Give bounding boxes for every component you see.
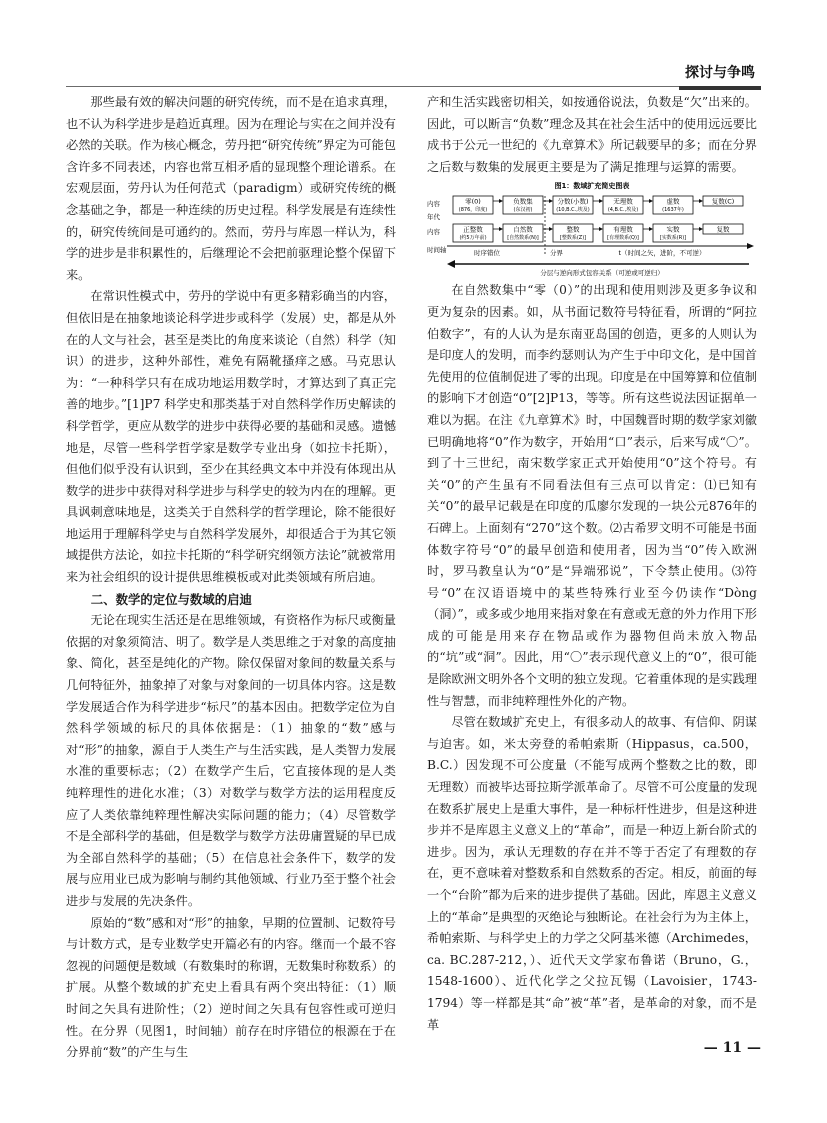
bottom-box-label-3: 有理数 [613, 225, 633, 234]
bottom-connector-head-4 [699, 227, 703, 231]
bottom-row [453, 224, 743, 242]
page-number: — 11 — [703, 1040, 761, 1056]
left-paragraph-1: 那些最有效的解决问题的研究传统，而不是在追求真理，也不认为科学进步是趋近真理。因为在理论与实在之间并没有必然的关联。作为核心概念，劳丹把“研究传统”界定为可能包含许多不同表述，内容也常互相矛盾的显现整个理论谱系。在宏观层面，劳丹认为任何范式（paradigm）或研究传统的概念基础之争，都是一种连续的历史过程。科学发展是有连续性的，研究传统间是可通约的。然而，劳丹与库恩一样认为，科学的进步是非积累性的，后继理论不会把前驱理论整个保留下来。 [66, 95, 396, 282]
axis-label-right: t（时间之矢，进阶，不可逆） [618, 249, 706, 258]
figure-title: 图1：数域扩充简史图表 [554, 182, 630, 191]
top-box-sub-2: (10,B.C.,埃及) [556, 207, 590, 214]
top-connector-head-0 [499, 199, 503, 203]
axis-label-divide: 分界 [550, 249, 563, 258]
top-box-label-3: 无理数 [613, 197, 633, 206]
figure-1 [427, 180, 757, 278]
left-paragraph-3: 无论在现实生活还是在思维领域，有资格作为标尺或衡量依据的对象须简洁、明了。数学是人类思维之于对象的高度抽象、简化，甚至是纯化的产物。除仅保留对象间的数量关系与几何特征外，抽象掉了对象与对象间的一切具体内容。这是数学发展适合作为科学进步“标尺”的基本因由。把数学定位为自然科学领域的标尺的具体依据是：（1）抽象的“数”感与对“形”的抽象，源自于人类生产与生活实践，是人类智力发展水准的重要标志；（2）在数学产生后，它直接体现的是人类纯粹理性的进化水准；（3）对数学与数学方法的运用程度反应了人类依靠纯粹理性解决实际问题的能力；（4）尽管数学不是全部科学的基础，但是数学与数学方法毋庸置疑的早已成为全部自然科学的基础；（5）在信息社会条件下，数学的发展与应用业已成为影响与制约其他领域、行业乃至于整个社会进步与发展的先决条件。 [66, 613, 396, 908]
top-connector-head-2 [599, 199, 603, 203]
top-box-label-1: 负数集 [513, 197, 533, 206]
axis-label-left: 时序错位 [474, 249, 500, 258]
inclusion-arrowhead [447, 260, 455, 268]
bottom-connector-head-3 [649, 227, 653, 231]
bottom-connector-head-2 [599, 227, 603, 231]
header-bar [679, 86, 761, 90]
top-box-label-0: 零(0) [465, 197, 481, 206]
top-box-sub-4: (1637年) [662, 207, 684, 214]
bottom-connector-head-1 [549, 227, 553, 231]
right-paragraph-1: 产和生活实践密切相关，如按通俗说法，负数是“欠”出来的。因此，可以断言“负数”理念及其在社会生活中的使用远远要比成书于公元一世纪的《九章算术》所记载要早的多；而在分界之后数与数集的发展更主要是为了满足推理与运算的需要。 [427, 95, 757, 174]
bottom-box-sub-4: [实数系(R)] [659, 235, 687, 242]
bottom-connector-head-0 [499, 227, 503, 231]
right-column [427, 92, 757, 1036]
bottom-box-label-2: 整数 [566, 225, 580, 234]
bottom-box-label-1: 自然数 [513, 225, 533, 234]
row-label-era: 年代 [427, 213, 440, 222]
top-row [453, 196, 743, 214]
row-label-timeline: 时间轴 [427, 246, 447, 255]
figure-1-diagram [427, 180, 757, 278]
left-paragraph-2: 在常识性模式中，劳丹的学说中有更多精彩确当的内容，但依旧是在抽象地谈论科学进步或科学（发展）史，都是从外在的人文与社会，甚至是类比的角度来谈论（自然）科学（知识）的进步，这种外部性，难免有隔靴搔痒之感。马克思认为：“一种科学只有在成功地运用数学时，才算达到了真正完善的地步。”[1]P7 科学史和那类基于对自然科学作历史解读的科学哲学，更应从数学的进步中获得必要的基础和灵感。遗憾地是，尽管一些科学哲学家是数学专业出身（如拉卡托斯），但他们似乎没有认识到，至少在其经典文本中并没有体现出从数学的进步中获得对科学进步与科学史的较为内在的理解。更具讽刺意味地是，这类关于自然科学的哲学理论，除不能很好地运用于理解科学史与自然科学发展外，却很适合于为其它领域提供方法论，如拉卡托斯的“科学研究纲领方法论”就被常用来为社会组织的设计提供思维模板或对此类领域有所启迪。 [66, 289, 396, 585]
top-connector-head-4 [699, 199, 703, 203]
bottom-box-sub-2: [整数系(Z)] [559, 235, 587, 242]
top-box-label-4: 虚数 [666, 197, 680, 206]
top-box-sub-0: (876，印度) [458, 207, 488, 214]
right-paragraph-3: 尽管在数域扩充史上，有很多动人的故事、有信仰、阴谋与迫害。如，米太旁登的希帕索斯（Hippasus，ca.500，B.C.）因发现不可公度量（不能写成两个整数之比的数，即无理数）而被毕达哥拉斯学派革命了。尽管不可公度量的发现在数系扩展史上是重大事件，是一种标杆性进步，但是这种进步并不是库恩主义意义上的“革命”，而是一种迈上新台阶式的进步。因为，承认无理数的存在并不等于否定了有理数的存在，更不意味着对整数系和自然数系的否定。相反，前面的每一个“台阶”都为后来的进步提供了基础。因此，库恩主义意义上的“革命”是典型的灭绝论与独断论。在社会行为为主体上，希帕索斯、与科学史上的力学之父阿基米德（Archimedes，ca. BC.287-212，）、近代天文学家布鲁诺（Bruno，G.，1548-1600）、近代化学之父拉瓦锡（Lavoisier，1743-1794）等一样都是其“命”被“革”者，是革命的对象，而不是革 [427, 715, 757, 1032]
top-connector-head-1 [549, 199, 553, 203]
bottom-box-sub-0: (约5万年前) [459, 235, 487, 242]
timeline-arrowhead [747, 243, 754, 249]
section-heading: 二、数学的定位与数域的启迪 [90, 591, 252, 607]
right-paragraph-2: 在自然数集中“零（0）”的出现和使用则涉及更多争议和更为复杂的因素。如，从书面记数符号特征看，所谓的“阿拉伯数字”，有的人认为是东南亚岛国的创造，更多的人则认为是印度人的发明，而李约瑟则认为产生于中印文化，是中国首先使用的位值制促进了零的出现。印度是在中国筹算和位值制的影响下才创造“0”[2]P13，等等。所有这些说法因证据单一难以为据。在注《九章算术》时，中国魏晋时期的数学家刘徽已明确地将“0”作为数字，开始用“口”表示，后来写成“〇”。到了十三世纪，南宋数学家正式开始使用“0”这个符号。有关“0”的产生虽有不同看法但有三点可以肯定：⑴已知有关“0”的最早记载是在印度的瓜廖尔发现的一块公元876年的石碑上。上面刻有“270”这个数。⑵古希罗文明不可能是书面体数字符号“0”的最早创造和使用者，因为当“0”传入欧洲时，罗马教皇认为“0”是“异端邪说”，下令禁止使用。⑶符号“0”在汉语语境中的某些特殊行业至今仍读作“Dòng（洞）”，或多或少地用来指对象在有意或无意的外力作用下形成的可能是用来存在物品或作为器物但尚未放入物品的“坑”或“洞”。因此，用“〇”表示现代意义上的“0”，很可能是除欧洲文明外各个文明的独立发现。它着重体现的是实践理性与智慧，而非纯粹理性外化的产物。 [427, 283, 757, 708]
bottom-box-label-4: 实数 [666, 225, 680, 234]
left-column [66, 92, 396, 1064]
header-rule [66, 86, 761, 87]
section-tag: 探讨与争鸣 [685, 65, 755, 81]
bottom-box-sub-3: [有理数系(Q)] [607, 235, 639, 242]
top-connector-head-3 [649, 199, 653, 203]
top-box-sub-1: (东汉初) [513, 207, 533, 214]
row-label-content-top: 内容 [427, 200, 440, 209]
bottom-box-label-0: 正整数 [463, 225, 483, 234]
bottom-box-label-5: 复数 [716, 225, 730, 234]
top-box-sub-3: (4,B.C.,埃及) [607, 207, 639, 214]
row-label-content-bottom: 内容 [427, 228, 440, 237]
top-box-label-2: 分数(小数) [557, 197, 589, 206]
top-box-label-5: 复数(C) [711, 197, 735, 206]
left-paragraph-4: 原始的“数”感和对“形”的抽象，早期的位置制、记数符号与计数方式，是专业数学史开篇必有的内容。继而一个最不容忽视的问题便是数域（有数集时的称谓，无数集时称数系）的扩展。从整个数域的扩充史上看具有两个突出特征：（1）顺时间之矢具有进阶性；（2）逆时间之矢具有包容性或可逆归性。在分界（见图1，时间轴）前存在时序错位的根源在于在分界前“数”的产生与生 [66, 915, 396, 1060]
bottom-box-sub-1: [自然数系(N)] [507, 235, 539, 242]
inclusion-label: 分层与逆向形式包容关系（可逆或可逆归） [540, 269, 664, 278]
